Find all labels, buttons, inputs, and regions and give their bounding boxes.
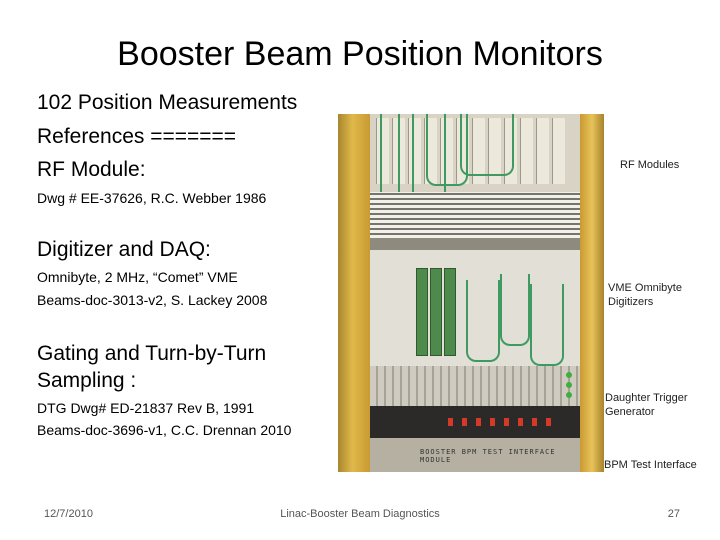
- rf-module-heading: RF Module:: [37, 158, 146, 181]
- vme-digitizer-crate: [370, 250, 580, 366]
- digitizer-detail-2: Beams-doc-3013-v2, S. Lackey 2008: [37, 292, 268, 308]
- footer-title: Linac-Booster Beam Diagnostics: [280, 508, 440, 520]
- gating-heading-line-2: Sampling :: [37, 369, 137, 392]
- slide-title: Booster Beam Position Monitors: [117, 35, 603, 73]
- rack-photo: [338, 114, 604, 472]
- label-daughter-trigger: Daughter Trigger: [605, 392, 688, 404]
- label-bpm-test-interface: BPM Test Interface: [604, 459, 697, 471]
- label-digitizers: Digitizers: [608, 296, 654, 308]
- position-measurements-text: 102 Position Measurements: [37, 91, 298, 114]
- bpm-test-interface-panel: [370, 438, 580, 472]
- rf-module-reference: Dwg # EE-37626, R.C. Webber 1986: [37, 190, 267, 206]
- label-rf-modules: RF Modules: [620, 159, 680, 171]
- footer-page-number: 27: [667, 508, 680, 520]
- daughter-trigger-generator-panel: [370, 406, 580, 438]
- rack-gap: [370, 238, 580, 250]
- gating-heading-line-1: Gating and Turn-by-Turn: [37, 342, 267, 365]
- rf-module-crate: [370, 114, 580, 192]
- digitizer-detail-1: Omnibyte, 2 MHz, “Comet” VME: [37, 269, 238, 285]
- gating-detail-2: Beams-doc-3696-v1, C.C. Drennan 2010: [37, 422, 292, 438]
- bpm-panel-text: BOOSTER BPM TEST INTERFACE MODULE: [420, 448, 556, 464]
- power-supply-panel: [370, 366, 580, 406]
- rack-frame-left: [338, 114, 370, 472]
- label-vme-omnibyte: VME Omnibyte: [608, 282, 682, 294]
- digitizer-heading: Digitizer and DAQ:: [37, 238, 211, 261]
- cooling-vent: [370, 192, 580, 238]
- references-text: References =======: [37, 125, 237, 148]
- footer-date: 12/7/2010: [44, 508, 93, 520]
- label-generator: Generator: [605, 406, 655, 418]
- gating-detail-1: DTG Dwg# ED-21837 Rev B, 1991: [37, 400, 255, 416]
- rack-frame-right: [580, 114, 604, 472]
